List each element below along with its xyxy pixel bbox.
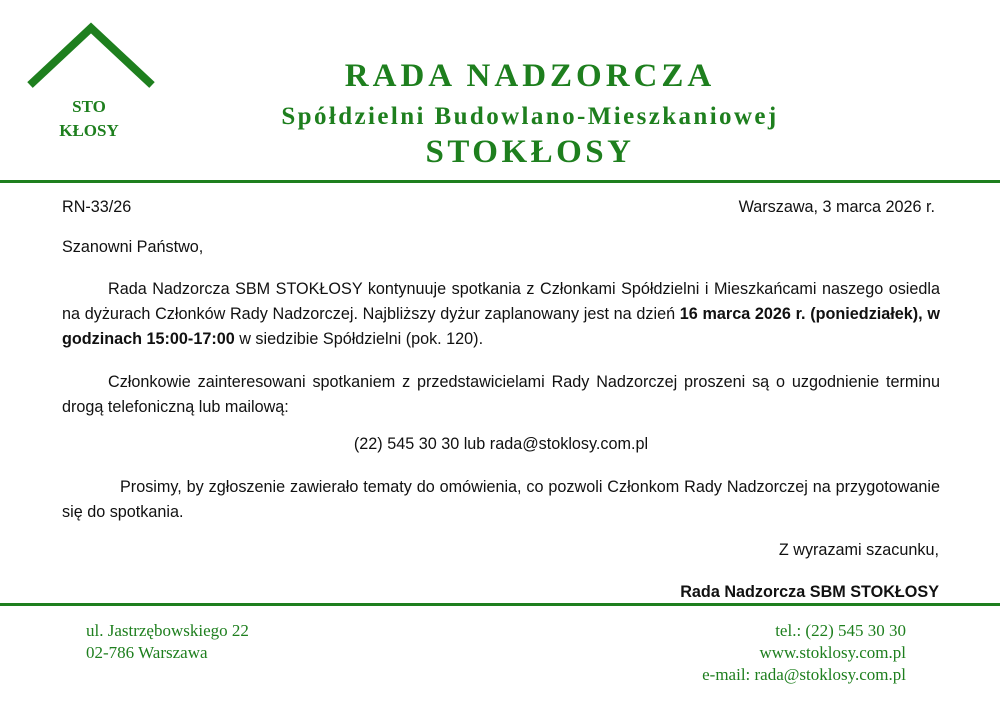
header-divider bbox=[0, 180, 1000, 183]
paragraph-1-text: Rada Nadzorcza SBM STOKŁOSY kontynuuje spotkania z Członkami Spółdzielni i Mieszkańcami naszego osiedla na dyżurach Członków Rady Nadzorczej. Najbliższy dyżur zaplanowany jest na dzień bbox=[62, 280, 940, 323]
closing: Z wyrazami szacunku, bbox=[778, 541, 939, 559]
footer-phone: tel.: (22) 545 30 30 bbox=[775, 621, 906, 640]
footer-email: e-mail: rada@stoklosy.com.pl bbox=[702, 665, 906, 684]
header-title: RADA NADZORCZA bbox=[344, 58, 716, 94]
greeting: Szanowni Państwo, bbox=[62, 238, 204, 256]
paragraph-3-text: Prosimy, by zgłoszenie zawierało tematy do omówienia, co pozwoli Członkom Rady Nadzorczej na przygotowanie się do spotkania. bbox=[62, 478, 940, 521]
footer-address bbox=[86, 620, 249, 664]
header-subtitle: Spółdzielni Budowlano-Mieszkaniowej bbox=[281, 103, 779, 130]
paragraph-1-end: w siedzibie Spółdzielni (pok. 120). bbox=[234, 330, 484, 348]
footer-contact bbox=[702, 620, 906, 686]
logo bbox=[26, 22, 156, 140]
paragraph-2 bbox=[62, 370, 940, 420]
footer-website: www.stoklosy.com.pl bbox=[759, 643, 906, 662]
roof-icon bbox=[26, 22, 156, 102]
address-street: ul. Jastrzębowskiego 22 bbox=[86, 621, 249, 640]
paragraph-2-text: Członkowie zainteresowani spotkaniem z przedstawicielami Rady Nadzorczej proszeni są o uzgodnienie terminu drogą telefoniczną lub mailową: bbox=[62, 373, 940, 416]
reference-number: RN-33/26 bbox=[62, 198, 132, 216]
letter-date: Warszawa, 3 marca 2026 r. bbox=[738, 198, 935, 216]
logo-text-line2: KŁOSY bbox=[59, 121, 119, 140]
header-name: STOKŁOSY bbox=[425, 134, 635, 170]
signature: Rada Nadzorcza SBM STOKŁOSY bbox=[680, 583, 939, 601]
paragraph-3 bbox=[62, 475, 940, 525]
footer-divider bbox=[0, 603, 1000, 606]
paragraph-1 bbox=[62, 277, 940, 352]
contact-line: (22) 545 30 30 lub rada@stoklosy.com.pl bbox=[353, 435, 649, 453]
meeting-date-highlight: 16 marca 2026 r. (poniedziałek), w godzinach 15:00-17:00 bbox=[62, 305, 940, 348]
logo-text-line1: STO bbox=[72, 97, 106, 116]
address-city: 02-786 Warszawa bbox=[86, 643, 208, 662]
